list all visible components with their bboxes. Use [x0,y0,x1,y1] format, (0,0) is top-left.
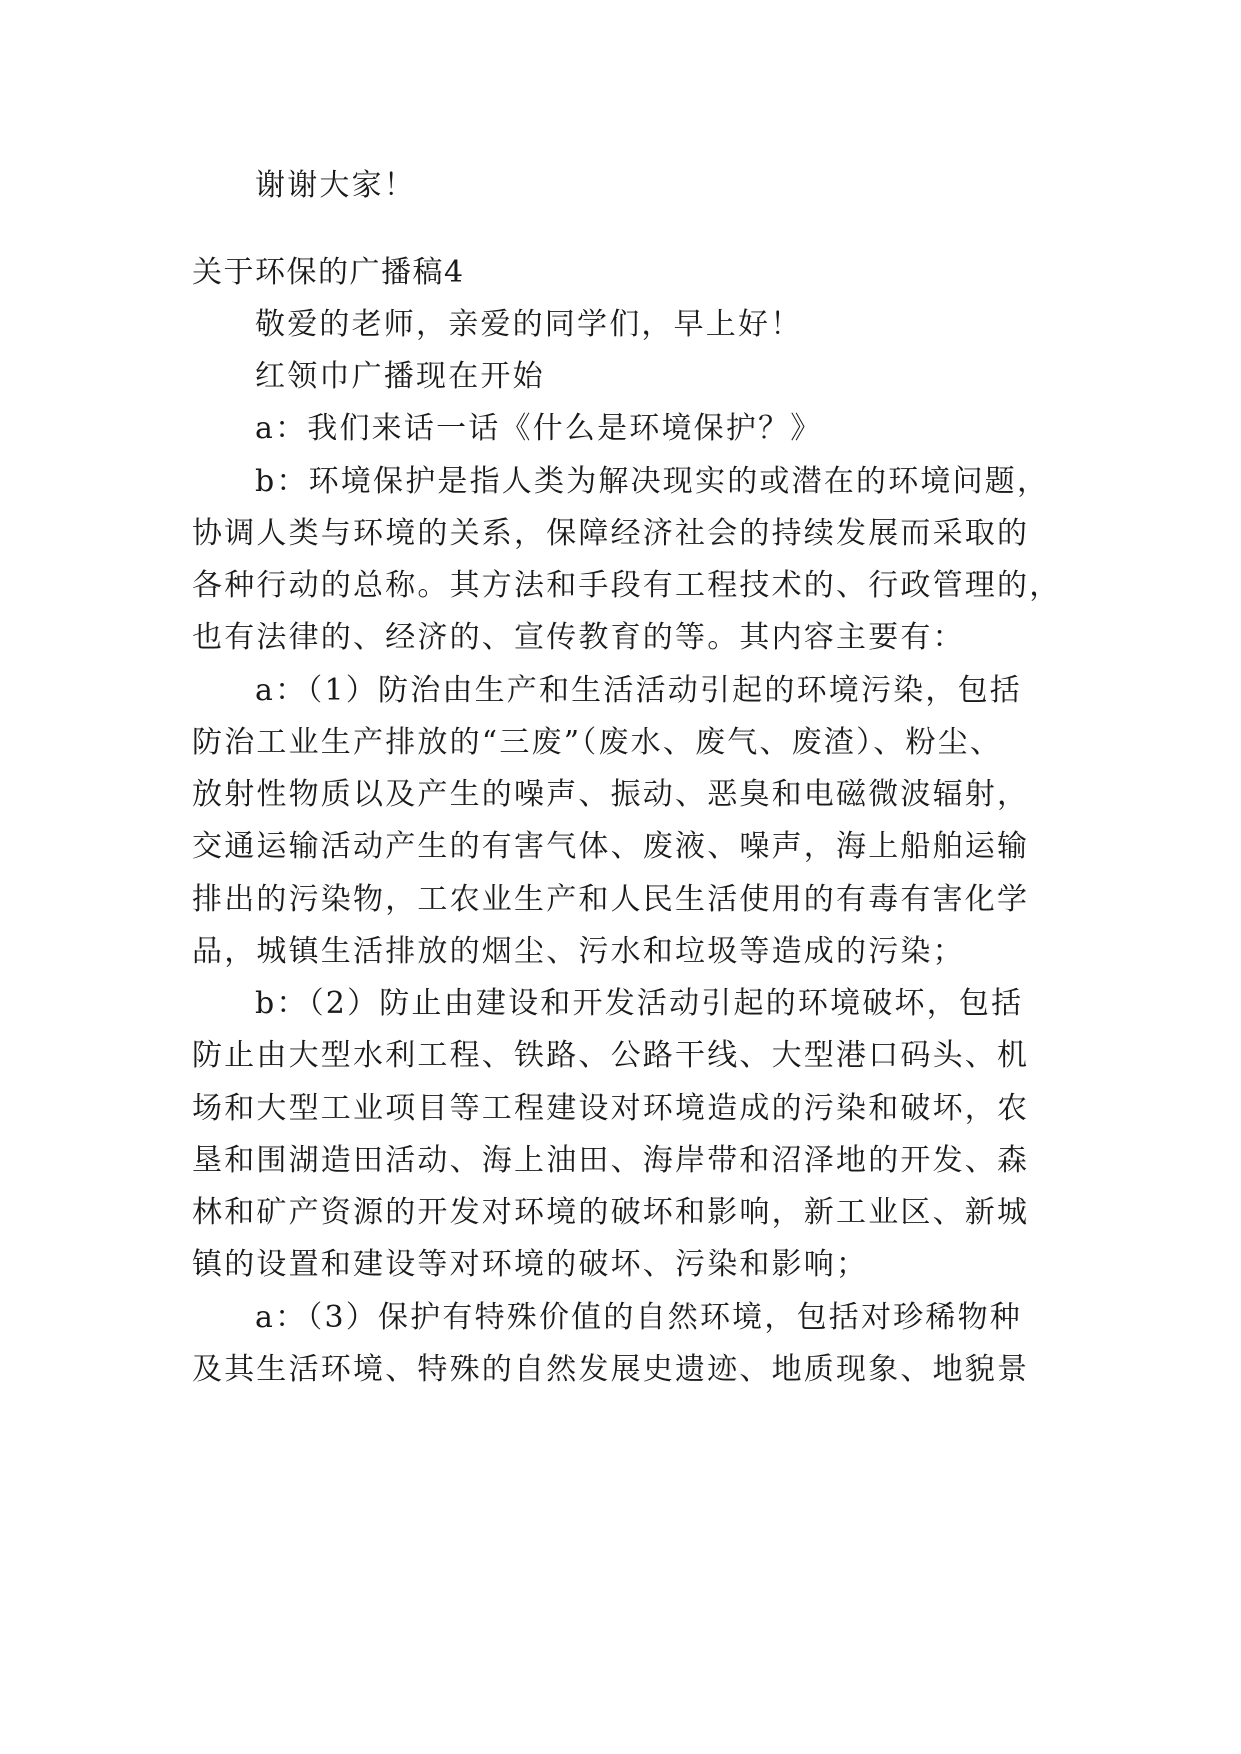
paragraph-line: 林和矿产资源的开发对环境的破坏和影响，新工业区、新城 [192,1195,1030,1230]
paragraph-line: 各种行动的总称。其方法和手段有工程技术的、行政管理的， [192,568,1062,603]
paragraph-line: 及其生活环境、特殊的自然发展史遗迹、地质现象、地貌景 [192,1352,1030,1387]
paragraph-line: a：（3）保护有特殊价值的自然环境，包括对珍稀物种 [255,1300,1022,1335]
paragraph-line: 防止由大型水利工程、铁路、公路干线、大型港口码头、机 [192,1038,1030,1073]
paragraph-line: b：环境保护是指人类为解决现实的或潜在的环境问题， [255,464,1050,499]
paragraph-line: 敬爱的老师，亲爱的同学们，早上好！ [255,307,803,342]
paragraph-line: 垦和围湖造田活动、海上油田、海岸带和沼泽地的开发、森 [192,1143,1030,1178]
paragraph-line: 放射性物质以及产生的噪声、振动、恶臭和电磁微波辐射， [192,777,1030,812]
paragraph-line: b：（2）防止由建设和开发活动引起的环境破坏，包括 [255,986,1024,1021]
closing-line: 谢谢大家！ [255,168,416,203]
paragraph-line: 红领巾广播现在开始 [255,359,545,394]
paragraph-line: 也有法律的、经济的、宣传教育的等。其内容主要有： [192,620,965,655]
paragraph-line: 协调人类与环境的关系，保障经济社会的持续发展而采取的 [192,516,1030,551]
paragraph-line: a：我们来话一话《什么是环境保护？》 [255,411,823,446]
paragraph-line: 防治工业生产排放的“三废”（废水、废气、废渣）、粉尘、 [192,725,1003,760]
paragraph-line: 交通运输活动产生的有害气体、废液、噪声，海上船舶运输 [192,829,1030,864]
paragraph-line: 场和大型工业项目等工程建设对环境造成的污染和破坏，农 [192,1091,1030,1126]
section-title: 关于环保的广播稿4 [192,255,465,290]
paragraph-line: 品，城镇生活排放的烟尘、污水和垃圾等造成的污染； [192,934,965,969]
paragraph-line: 镇的设置和建设等对环境的破坏、污染和影响； [192,1247,869,1282]
paragraph-line: 排出的污染物，工农业生产和人民生活使用的有毒有害化学 [192,882,1030,917]
paragraph-line: a：（1）防治由生产和生活活动引起的环境污染，包括 [255,673,1022,708]
